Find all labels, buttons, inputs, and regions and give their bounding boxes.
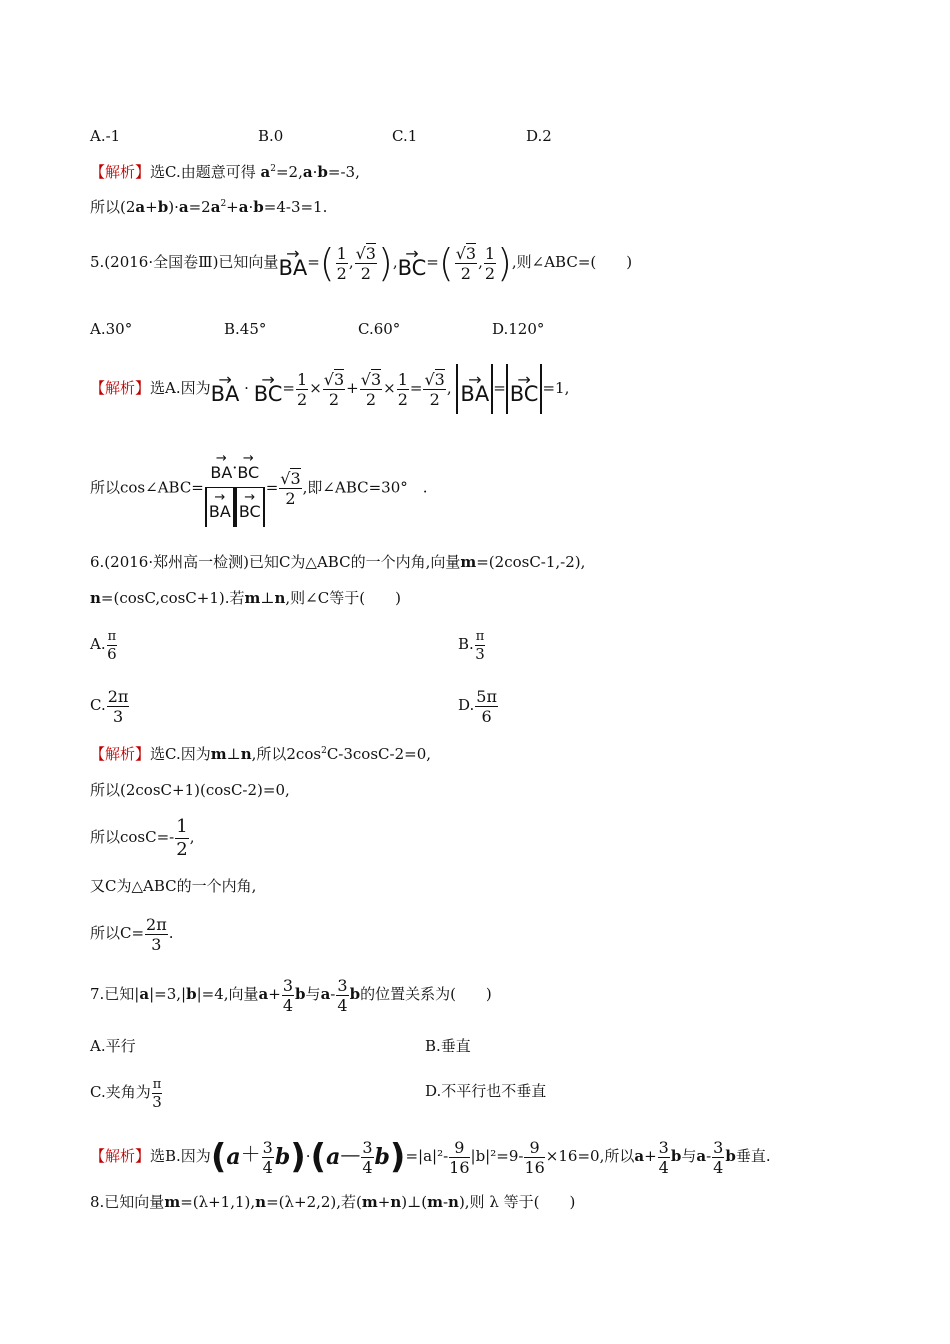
q6-stem-line-2: n=(cosC,cosC+1).若m⊥n,则∠C等于( ) bbox=[90, 589, 401, 607]
q8-stem: 8.已知向量m=(λ+1,1),n=(λ+2,2),若(m+n)⊥(m-n),则 λ 等于( ) bbox=[90, 1193, 576, 1211]
q4-option-d: D.2 bbox=[526, 127, 552, 145]
q7-stem: 7.已知|a|=3,|b|=4,向量a+ $\frac{3}{4}$ b与a- $\frac{3}{4}$ b的位置关系为( ) bbox=[90, 975, 492, 1015]
q6-solution-line-4: 又C为△ABC的一个内角, bbox=[90, 877, 257, 895]
q5-solution-line-2: 所以cos∠ABC= → BA·→ BC → BA→ BC = $\frac{√3}{2}$ ,即∠ABC=30° . bbox=[90, 450, 428, 527]
q5-solution-line-1: 【解析】选A.因为→ BA · → BC= $\frac{1}{2}$ × $\frac{√3}{2}$ + $\frac{√3}{2}$ × $\frac{1}{2}$ = $\frac{√3}{2}$ , → BA =→ BC =1, bbox=[90, 364, 569, 414]
q6-stem-line-1: 6.(2016·郑州高一检测)已知C为△ABC的一个内角,向量m=(2cosC-1,-2), bbox=[90, 553, 586, 571]
q5-option-a: A.30° bbox=[90, 320, 133, 338]
q5-stem: 5.(2016·全国卷Ⅲ)已知向量→ BA=( $\frac{1}{2}$ , $\frac{√3}{2}$ ),→ BC=( $\frac{√3}{2}$ , $\frac{1}{2}$ ),则∠ABC=( ) bbox=[90, 238, 632, 288]
q6-solution-line-3: 所以cosC=- $\frac{1}{2}$ , bbox=[90, 815, 195, 860]
q4-option-c: C.1 bbox=[392, 127, 418, 145]
q4-option-b: B.0 bbox=[258, 127, 284, 145]
q6-option-b: B. $\frac{\pi}{3}$ bbox=[458, 628, 485, 663]
q4-solution-line-1: 【解析】选C.由题意可得 $a^2=2,a\cdot b=-3$, bbox=[90, 163, 360, 181]
q7-option-b: B.垂直 bbox=[425, 1037, 471, 1055]
q5-option-d: D.120° bbox=[492, 320, 545, 338]
q7-option-c: C.夹角为 $\frac{\pi}{3}$ bbox=[90, 1076, 162, 1111]
q7-option-d: D.不平行也不垂直 bbox=[425, 1082, 547, 1100]
q6-solution-line-1: 【解析】选C.因为m⊥n,所以$2\cos^2C-3\cos C-2=0$, bbox=[90, 745, 431, 763]
q7-option-a: A.平行 bbox=[90, 1037, 136, 1055]
q6-option-a: A. $\frac{\pi}{6}$ bbox=[90, 628, 117, 663]
q6-option-c: C. $\frac{2\pi}{3}$ bbox=[90, 686, 129, 726]
q5-option-c: C.60° bbox=[358, 320, 401, 338]
q4-solution-line-2: 所以$(2a+b)\cdot a=2a^2+a\cdot b=4-3=1$. bbox=[90, 198, 328, 216]
q6-option-d: D. $\frac{5\pi}{6}$ bbox=[458, 686, 497, 726]
q5-option-b: B.45° bbox=[224, 320, 267, 338]
analysis-tag: 【解析】 bbox=[90, 163, 151, 181]
q6-solution-line-2: 所以(2cosC+1)(cosC-2)=0, bbox=[90, 781, 290, 799]
q7-solution: 【解析】选B.因为(a＋ $\frac{3}{4}$ b)·(a— $\frac{3}{4}$ b)=|a|²- $\frac{9}{16}$ |b|²=9- $\frac{9}{16}$ ×16=0,所以a+ $\frac{3}{4}$ b与a- $\frac{3}{4}$ b垂直. bbox=[90, 1137, 771, 1177]
q4-option-a: A.-1 bbox=[90, 127, 121, 145]
q6-solution-line-5: 所以C= $\frac{2\pi}{3}$ . bbox=[90, 914, 174, 954]
